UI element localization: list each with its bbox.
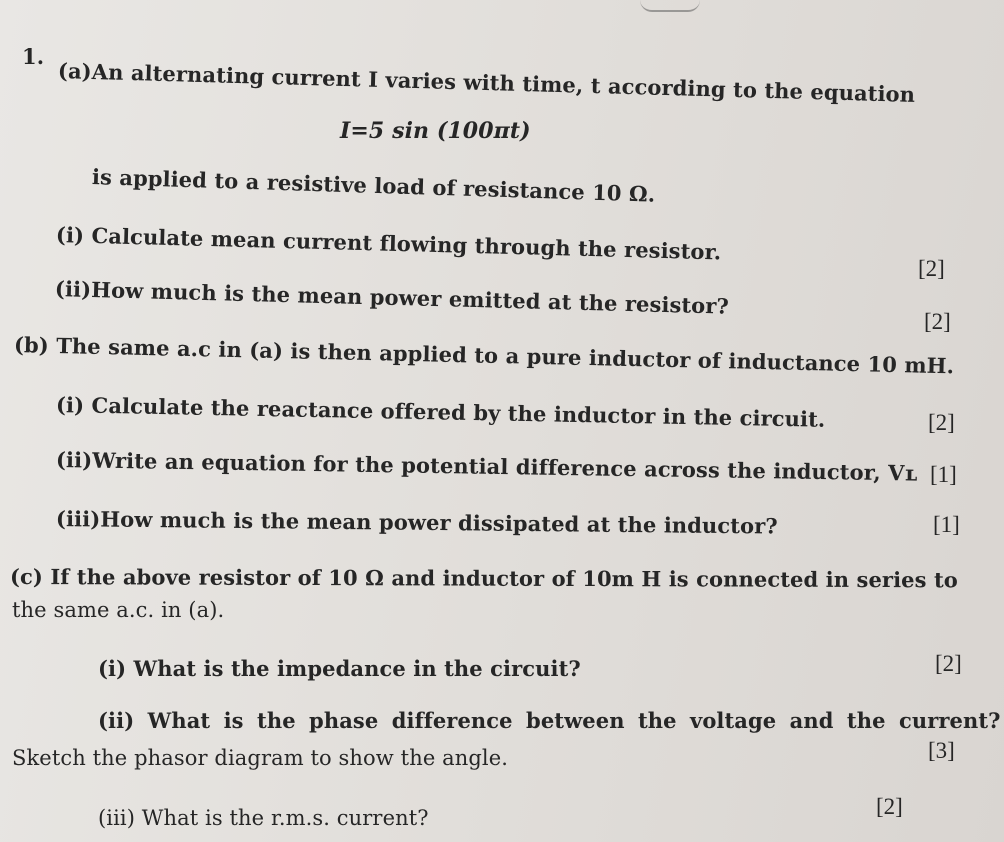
part-c-ii-line2: Sketch the phasor diagram to show the angle.	[12, 746, 509, 770]
part-c-iii-marks: [2]	[876, 794, 903, 819]
part-a-ii-marks: [2]	[924, 309, 951, 334]
part-c-intro-line2: the same a.c. in (a).	[12, 598, 225, 622]
part-c-ii-marks: [3]	[928, 738, 955, 763]
part-b-intro: (b) The same a.c in (a) is then applied to a pure inductor of inductance 10 mH.	[13, 332, 955, 379]
part-c-intro-line1: (c) If the above resistor of 10 Ω and inductor of 10m H is connected in series to	[9, 564, 958, 593]
part-a-ii-text: (ii)How much is the mean power emitted at the resistor?	[54, 276, 730, 319]
part-b-iii-marks: [1]	[933, 512, 960, 537]
part-b-iii-text: (iii)How much is the mean power dissipated at the inductor?	[55, 506, 778, 539]
part-a-continuation: is applied to a resistive load of resistance 10 Ω.	[91, 164, 656, 207]
part-c-i-text: (i) What is the impedance in the circuit?	[98, 656, 581, 681]
part-c-i-marks: [2]	[935, 651, 962, 676]
part-a-i-text: (i) Calculate mean current flowing through the resistor.	[55, 222, 722, 265]
part-b-i-text: (i) Calculate the reactance offered by the inductor in the circuit.	[55, 392, 826, 432]
part-a-i-marks: [2]	[918, 256, 945, 281]
handwritten-mark	[640, 0, 700, 12]
part-c-ii-line1: (ii) What is the phase difference between the voltage and the current?	[98, 708, 1001, 733]
current-equation: I=5 sin (100πt)	[340, 118, 531, 144]
question-number: 1.	[22, 44, 45, 69]
part-a-intro: (a)An alternating current I varies with time, t according to the equation	[57, 58, 916, 107]
part-c-iii-text: (iii) What is the r.m.s. current?	[98, 806, 429, 830]
part-b-ii-text: (ii)Write an equation for the potential difference across the inductor, Vʟ	[55, 447, 918, 486]
part-b-i-marks: [2]	[928, 410, 955, 435]
part-b-ii-marks: [1]	[930, 462, 957, 487]
